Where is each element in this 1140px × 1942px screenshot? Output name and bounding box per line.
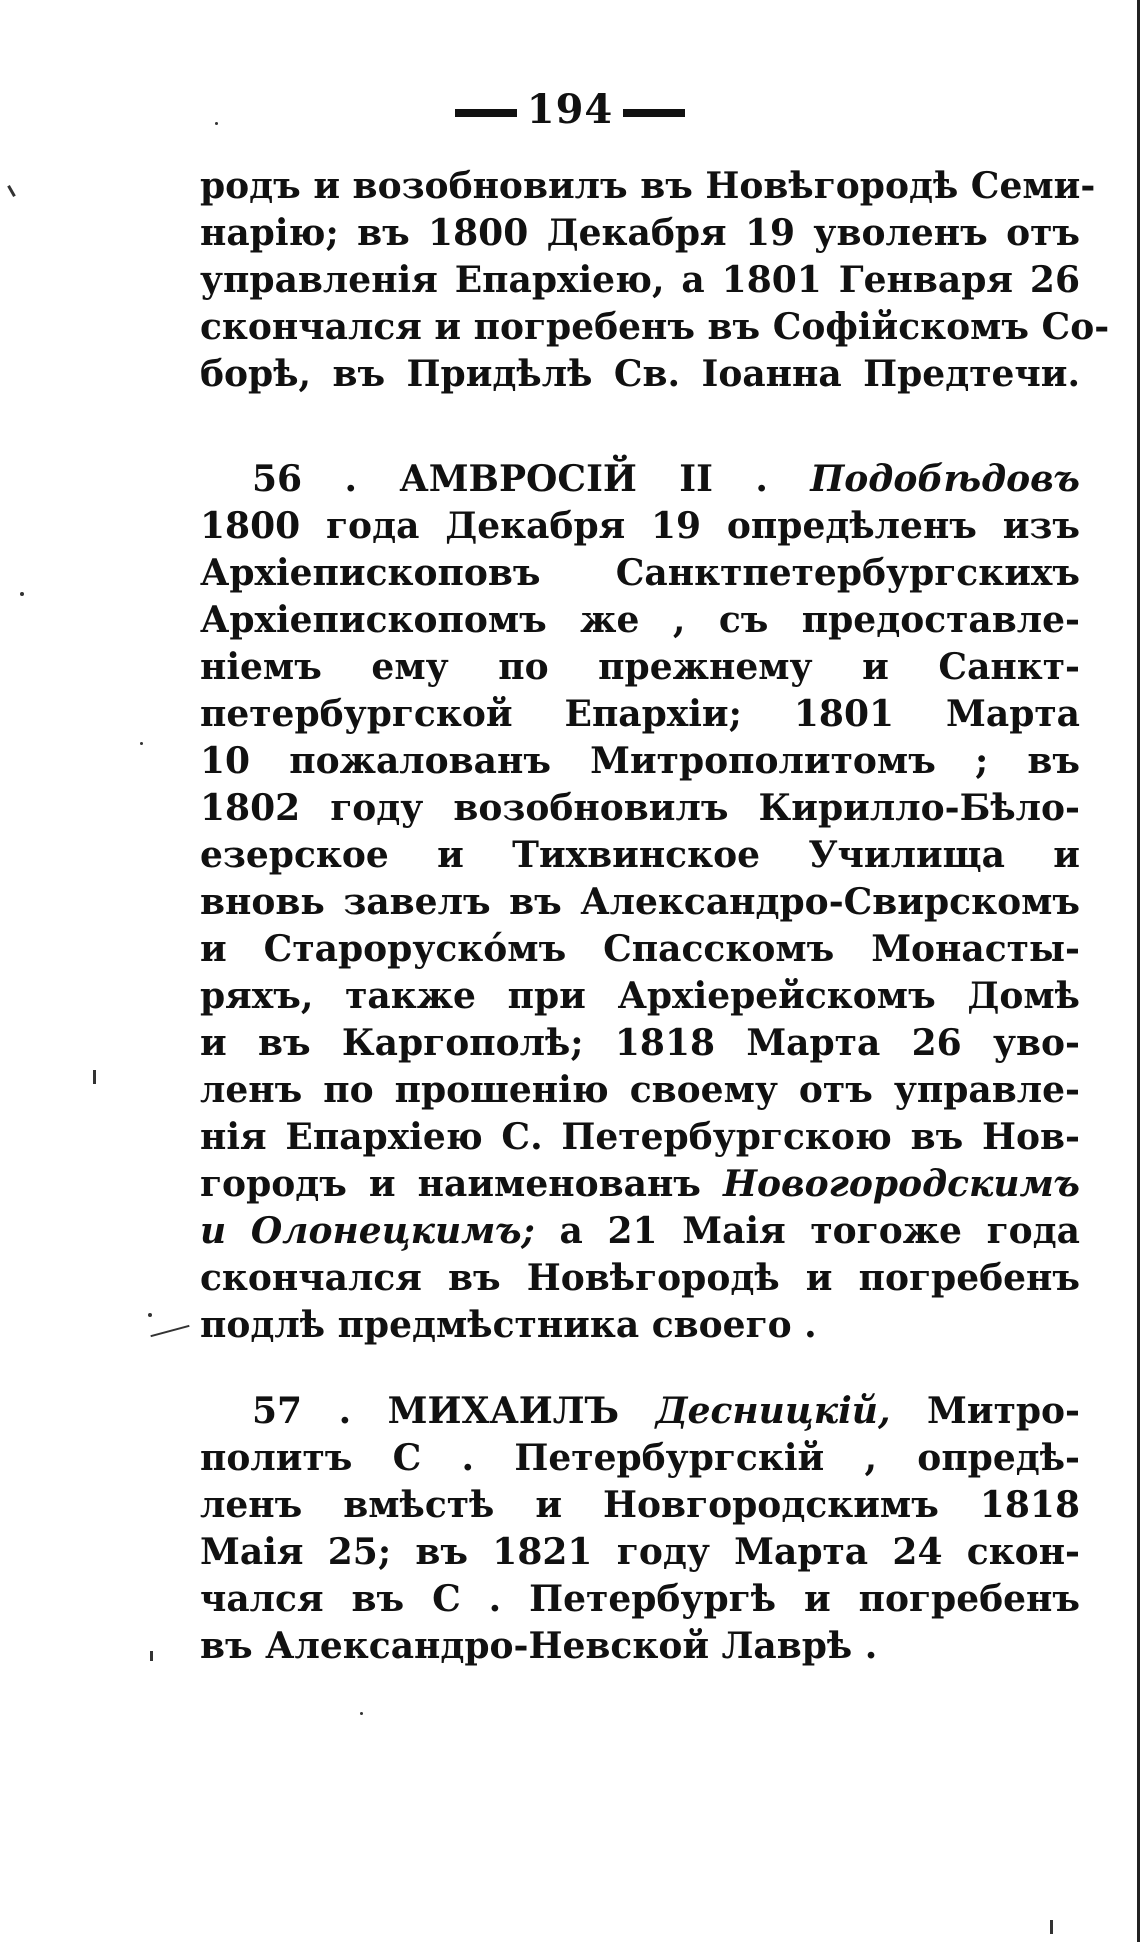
text-line-mixed <box>200 1161 1080 1208</box>
text-line: ленъ вмѣстѣ и Новгородскимъ 1818 <box>200 1484 1080 1526</box>
entry-heading <box>200 456 1080 503</box>
text-segment-italic: Новогородскимъ <box>722 1163 1080 1205</box>
text-line: езерское и Тихвинское Училища и <box>200 834 1080 876</box>
scan-speck <box>140 742 143 745</box>
entry-name: АМВРОСІЙ II . <box>399 458 768 500</box>
text-line: борѣ, въ Придѣлѣ Св. Іоанна Предтечи. <box>200 353 1080 395</box>
header-right-dash <box>623 109 685 117</box>
entry-heading <box>200 1388 1080 1435</box>
entry-57 <box>200 1388 1080 1670</box>
text-line: скончался и погребенъ въ Софійскомъ Со- <box>200 306 1110 348</box>
text-line: въ Александро-Невской Лаврѣ . <box>200 1625 878 1667</box>
text-line: чался въ С . Петербургѣ и погребенъ <box>200 1578 1080 1620</box>
entry-number: 57 . <box>252 1390 352 1432</box>
text-line: Архіепископовъ Санктпетербургскихъ <box>200 552 1080 594</box>
text-segment: городъ и наименованъ <box>200 1163 701 1205</box>
text-line: нарію; въ 1800 Декабря 19 уволенъ отъ <box>200 212 1080 254</box>
text-line: 1800 года Декабря 19 опредѣленъ изъ <box>200 505 1080 547</box>
scan-speck <box>20 592 24 596</box>
entry-number: 56 . <box>252 458 358 500</box>
scan-speck <box>360 1712 363 1715</box>
section-continuation <box>200 163 1110 398</box>
entry-name: МИХАИЛЪ <box>387 1390 620 1432</box>
text-segment: Митро- <box>927 1390 1080 1432</box>
text-line: Архіепископомъ же , съ предоставле- <box>200 599 1080 641</box>
text-line: вновь завелъ въ Александро-Свирскомъ <box>200 881 1080 923</box>
scan-speck <box>150 1325 189 1337</box>
text-line: ніемъ ему по прежнему и Санкт- <box>200 646 1080 688</box>
text-line: управленія Епархіею, а 1801 Генваря 26 <box>200 259 1080 301</box>
text-line: ленъ по прошенію своему отъ управле- <box>200 1069 1080 1111</box>
scan-speck <box>215 122 218 125</box>
page-header <box>0 86 1140 133</box>
scan-speck <box>1050 1920 1053 1934</box>
text-line: Маія 25; въ 1821 году Марта 24 скон- <box>200 1531 1080 1573</box>
page-number: 194 <box>526 86 614 133</box>
text-segment: а 21 Маія тогоже года <box>559 1210 1081 1252</box>
entry-surname: Подобѣдовъ <box>810 458 1080 500</box>
text-line: петербургской Епархіи; 1801 Марта <box>200 693 1080 735</box>
text-line: и въ Каргополѣ; 1818 Марта 26 уво- <box>200 1022 1080 1064</box>
text-segment-italic: и Олонецкимъ; <box>200 1210 535 1252</box>
text-line: ряхъ, также при Архіерейскомъ Домѣ <box>200 975 1080 1017</box>
header-left-dash <box>455 109 517 117</box>
scan-speck <box>148 1313 152 1317</box>
scan-speck <box>150 1651 153 1661</box>
text-line: подлѣ предмѣстника своего . <box>200 1304 817 1346</box>
text-line: нія Епархіею С. Петербургскою въ Нов- <box>200 1116 1080 1158</box>
entry-56 <box>200 456 1080 1349</box>
text-line: и Староруско́мъ Спасскомъ Монасты- <box>200 928 1080 970</box>
text-line-mixed <box>200 1208 1080 1255</box>
scan-speck <box>7 185 16 197</box>
text-line: 10 пожалованъ Митрополитомъ ; въ <box>200 740 1080 782</box>
entry-surname: Десницкій, <box>655 1390 891 1432</box>
text-line: 1802 году возобновилъ Кирилло-Бѣло- <box>200 787 1080 829</box>
text-line: родъ и возобновилъ въ Новѣгородѣ Семи- <box>200 165 1096 207</box>
text-line: политъ С . Петербургскій , опредѣ- <box>200 1437 1080 1479</box>
text-line: скончался въ Новѣгородѣ и погребенъ <box>200 1257 1080 1299</box>
scan-speck <box>93 1070 96 1084</box>
